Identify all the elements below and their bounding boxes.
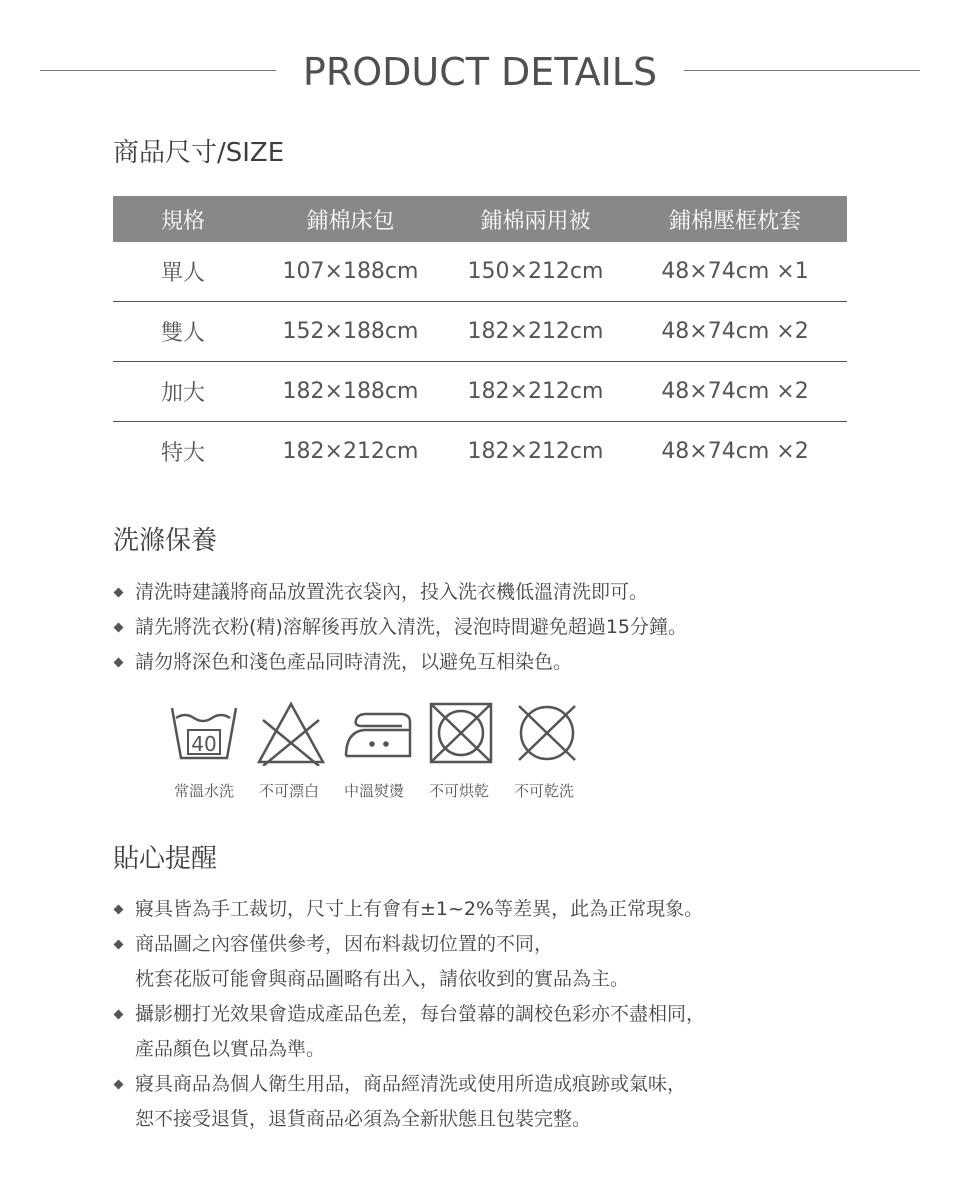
table-cell: 182×212cm — [282, 439, 419, 464]
table-cell: 48×74cm ×2 — [661, 439, 809, 464]
size-table-header — [113, 196, 847, 242]
icon-label: 不可漂白 — [258, 782, 319, 800]
table-row — [113, 242, 847, 302]
icon-label: 中溫熨燙 — [343, 782, 404, 800]
icon-label: 常溫水洗 — [173, 782, 234, 800]
bullet-diamond-icon — [114, 658, 124, 668]
bullet-diamond-icon — [114, 1080, 124, 1090]
table-cell: 48×74cm ×1 — [623, 242, 847, 302]
no-dry-icon — [513, 700, 585, 766]
icon-label: 不可乾洗 — [513, 782, 574, 800]
table-cell: 150×212cm — [448, 242, 623, 302]
list-item-text: 寢具皆為手工裁切，尺寸上有會有±1~2%等差異，此為正常現象。 — [135, 898, 704, 920]
table-row — [113, 302, 847, 362]
wash-40-icon — [168, 700, 240, 766]
table-cell: 107×188cm — [253, 242, 448, 302]
size-table — [113, 196, 847, 481]
no-tumble-dry-icon — [427, 700, 499, 766]
list-item-text: 清洗時建議將商品放置洗衣袋內，投入洗衣機低溫清洗即可。 — [135, 581, 649, 603]
list-item — [113, 610, 687, 645]
table-row — [113, 422, 847, 482]
table-cell: 單人 — [113, 242, 253, 302]
table-cell: 雙人 — [113, 302, 253, 362]
list-item — [113, 645, 687, 680]
icon-label: 不可烘乾 — [428, 782, 489, 800]
table-cell: 182×212cm — [448, 302, 623, 362]
bullet-diamond-icon — [114, 905, 124, 915]
care-list — [113, 575, 687, 680]
column-header: 鋪棉壓框枕套 — [623, 196, 847, 242]
table-cell: 48×74cm ×2 — [623, 362, 847, 422]
list-item-text: 請勿將深色和淺色產品同時清洗，以避免互相染色。 — [135, 651, 573, 673]
list-item-text: 枕套花版可能會與商品圖略有出入，請依收到的實品為主。 — [135, 968, 630, 990]
list-item — [113, 997, 705, 1067]
list-item — [113, 575, 687, 610]
column-header: 鋪棉床包 — [253, 196, 448, 242]
list-item-text: 請先將洗衣粉(精)溶解後再放入清洗，浸泡時間避免超過15分鐘。 — [135, 616, 688, 638]
list-item-text: 寢具商品為個人衛生用品，商品經清洗或使用所造成痕跡或氣味， — [135, 1073, 687, 1095]
list-item-text: 產品顏色以實品為準。 — [135, 1038, 326, 1060]
list-item — [113, 927, 705, 997]
header-divider-right — [684, 70, 920, 71]
table-cell: 182×212cm — [448, 362, 623, 422]
size-section-title: 商品尺寸/SIZE — [113, 138, 285, 168]
list-item-text: 恕不接受退貨，退貨商品必須為全新狀態且包裝完整。 — [135, 1108, 592, 1130]
no-bleach-icon — [255, 700, 327, 766]
list-item-text: 商品圖之內容僅供參考，因布料裁切位置的不同， — [135, 933, 554, 955]
list-item — [113, 1067, 705, 1137]
notes-list — [113, 892, 705, 1137]
table-cell: 152×188cm — [253, 302, 448, 362]
page-title: PRODUCT DETAILS — [302, 50, 658, 94]
page-header — [0, 44, 960, 100]
column-header: 規格 — [113, 196, 253, 242]
table-cell: 182×212cm — [467, 439, 604, 464]
iron-medium-icon — [342, 700, 414, 766]
table-cell: 特大 — [160, 441, 205, 466]
notes-section-title: 貼心提醒 — [113, 844, 218, 874]
table-cell: 182×188cm — [253, 362, 448, 422]
list-item — [113, 892, 705, 927]
table-row — [113, 362, 847, 422]
bullet-diamond-icon — [114, 588, 124, 598]
column-header: 鋪棉兩用被 — [448, 196, 623, 242]
bullet-diamond-icon — [114, 940, 124, 950]
list-item-text: 攝影棚打光效果會造成產品色差，每台螢幕的調校色彩亦不盡相同， — [135, 1003, 706, 1025]
care-section-title: 洗滌保養 — [113, 526, 218, 556]
table-cell: 加大 — [113, 362, 253, 422]
wash-temp-label: 40 — [191, 732, 217, 756]
bullet-diamond-icon — [114, 1010, 124, 1020]
bullet-diamond-icon — [114, 623, 124, 633]
table-cell: 48×74cm ×2 — [623, 302, 847, 362]
